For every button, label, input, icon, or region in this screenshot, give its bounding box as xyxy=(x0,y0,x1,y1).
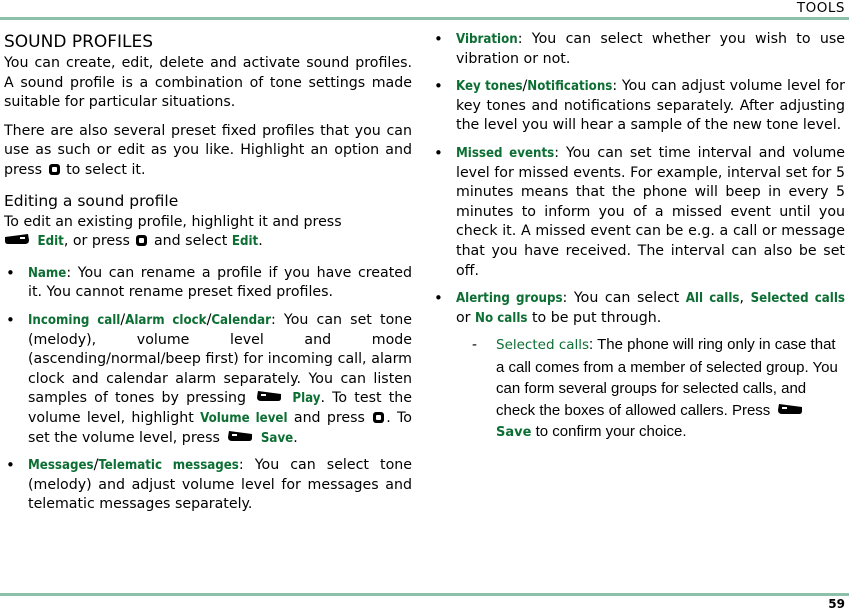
alerting-text-1: : You can select xyxy=(562,290,680,307)
list-item-key-tones xyxy=(432,77,845,136)
keyword-incoming-call: Incoming call xyxy=(28,312,121,328)
alerting-text-4: to be put through. xyxy=(531,309,662,326)
separator: / xyxy=(206,311,212,328)
separator: / xyxy=(120,311,126,328)
keyword-missed-events: Missed events xyxy=(456,145,555,161)
separator: / xyxy=(522,78,528,95)
list-item-vibration xyxy=(432,30,845,69)
right-soft-key-icon xyxy=(777,404,803,415)
keyword-alerting-groups: Alerting groups xyxy=(456,291,563,307)
incoming-text-2: . To test the volume level, highlight xyxy=(28,390,412,426)
option-list-right xyxy=(432,30,845,328)
key-tones-text: : You can adjust volume level for key tones and notifications separately. After adjusting the level you will hear a sample of the new tone level. xyxy=(456,78,846,134)
list-item-alerting-groups xyxy=(432,289,845,328)
vibration-text: : You can select whether you wish to use vibration or not. xyxy=(456,31,845,67)
keyword-selected-calls-sub: Selected calls xyxy=(496,337,590,354)
name-text: : You can rename a profile if you have created it. You cannot rename preset fixed profiles. xyxy=(28,264,412,301)
edit-text-a: To edit an existing profile, highlight it and press xyxy=(4,213,342,230)
keyword-vibration: Vibration xyxy=(456,32,518,47)
preset-text-a: There are also several preset fixed profiles that you can use as such or edit as you like. Highlight an option and press xyxy=(4,122,412,178)
right-soft-key-icon xyxy=(256,391,282,402)
ok-key-icon xyxy=(373,412,384,423)
ok-key-icon xyxy=(136,235,147,246)
edit-text-d: . xyxy=(258,233,263,250)
keyword-notifications: Notifications xyxy=(527,79,613,95)
left-column xyxy=(4,30,412,523)
preset-paragraph xyxy=(4,122,412,181)
keyword-calendar: Calendar xyxy=(211,312,271,328)
left-soft-key-icon xyxy=(4,234,30,245)
list-item-messages xyxy=(4,456,412,515)
edit-text-c: and select xyxy=(153,233,228,250)
right-column xyxy=(432,30,845,444)
edit-keyword-2: Edit xyxy=(231,234,259,250)
selected-calls-text-2: to confirm your choice. xyxy=(535,423,687,441)
header-rule xyxy=(0,17,849,20)
messages-text: : You can select tone (melody) and adjust volume level for messages and telematic messages separately. xyxy=(28,457,412,513)
keyword-telematic-messages: Telematic messages xyxy=(98,458,239,474)
intro-paragraph: You can create, edit, delete and activate sound profiles. A sound profile is a combination of tone settings made suitable for particular situations. xyxy=(4,55,412,111)
edit-text-b: , or press xyxy=(63,233,130,250)
keyword-volume-level: Volume level xyxy=(200,410,288,426)
sub-item-selected-calls xyxy=(432,334,845,444)
alerting-text-2: , xyxy=(739,290,745,307)
alerting-text-3: or xyxy=(456,309,471,326)
keyword-name: Name xyxy=(28,265,67,281)
option-list-left xyxy=(4,264,412,515)
page-title: SOUND PROFILES xyxy=(4,32,154,52)
keyword-key-tones: Key tones xyxy=(456,79,523,95)
section-title: TOOLS xyxy=(796,0,845,16)
incoming-text-5: . xyxy=(293,429,298,446)
subsection-title: Editing a sound profile xyxy=(4,191,179,210)
list-item-incoming xyxy=(4,311,412,448)
keyword-save-sub: Save xyxy=(496,425,532,441)
keyword-messages: Messages xyxy=(28,458,94,474)
edit-paragraph xyxy=(4,213,412,252)
incoming-text-1: : You can set tone (melody), volume level and mode (ascending/normal/beep first) for incoming call, alarm clock and calendar alarm separately. You can listen samples of tones by pressing xyxy=(28,311,412,407)
keyword-play: Play xyxy=(292,391,321,407)
ok-key-icon xyxy=(49,164,60,175)
missed-events-text: : You can set time interval and volume level for missed events. For example, interval set for 5 minutes means that the phone will beep in every 5 minutes to inform you of a missed event until you check it. A missed event can be e.g. a call or message that you have received. The interval can also be set off. xyxy=(456,144,845,279)
dash-marker: - xyxy=(472,336,477,354)
list-item-missed-events xyxy=(432,144,845,281)
list-item-name xyxy=(4,264,412,303)
selected-calls-text-1: : The phone will ring only in case that a call comes from a member of selected group. You can form several groups for selected calls, and check the boxes of allowed callers. Press xyxy=(496,336,838,419)
right-soft-key-icon xyxy=(227,431,253,442)
preset-text-b: to select it. xyxy=(66,161,146,178)
incoming-text-3: and press xyxy=(293,409,365,426)
incoming-text-4: . To set the volume level, press xyxy=(28,409,412,446)
keyword-save: Save xyxy=(260,430,294,446)
separator: / xyxy=(93,457,99,474)
page-number: 59 xyxy=(828,597,845,611)
keyword-alarm-clock: Alarm clock xyxy=(125,312,207,328)
footer-rule xyxy=(0,593,849,596)
keyword-selected-calls: Selected calls xyxy=(750,291,845,307)
keyword-no-calls: No calls xyxy=(475,310,528,326)
keyword-all-calls: All calls xyxy=(685,291,740,307)
edit-keyword-1: Edit xyxy=(37,234,64,250)
